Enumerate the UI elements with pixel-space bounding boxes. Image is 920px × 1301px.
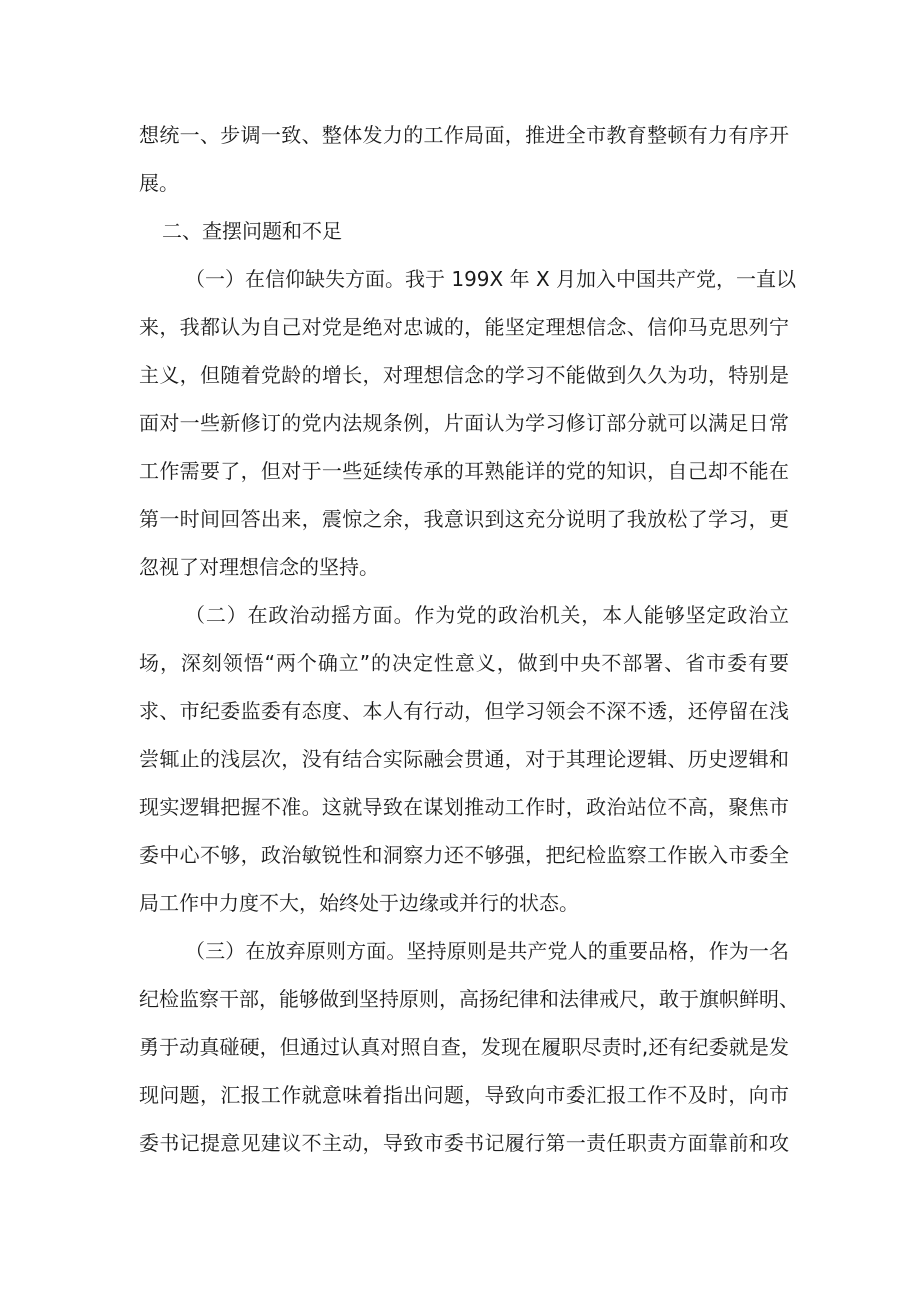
paragraph-line: （三）在放弃原则方面。坚持原则是共产党人的重要品格，作为一名: [185, 939, 789, 963]
paragraph-line: 局工作中力度不大，始终处于边缘或并行的状态。: [139, 891, 579, 915]
paragraph-line: 想统一、步调一致、整体发力的工作局面，推进全市教育整顿有力有序开: [139, 123, 789, 147]
paragraph-line: 勇于动真碰硬，但通过认真对照自查，发现在履职尽责时,还有纪委就是发: [139, 1035, 789, 1059]
paragraph-line: 纪检监察干部，能够做到坚持原则，高扬纪律和法律戒尺，敢于旗帜鲜明、: [139, 987, 799, 1011]
paragraph-line: 尝辄止的浅层次，没有结合实际融会贯通，对于其理论逻辑、历史逻辑和: [139, 747, 789, 771]
paragraph-line: （一）在信仰缺失方面。我于 199X 年 X 月加入中国共产党，一直以: [185, 267, 797, 291]
paragraph-line: 忽视了对理想信念的坚持。: [139, 555, 379, 579]
paragraph-line: 现实逻辑把握不准。这就导致在谋划推动工作时，政治站位不高，聚焦市: [139, 795, 789, 819]
paragraph-line: 第一时间回答出来，震惊之余，我意识到这充分说明了我放松了学习，更: [139, 507, 789, 531]
paragraph-line: 来，我都认为自己对党是绝对忠诚的，能坚定理想信念、信仰马克思列宁: [139, 315, 789, 339]
paragraph-line: 面对一些新修订的党内法规条例，片面认为学习修订部分就可以满足日常: [139, 411, 789, 435]
paragraph-line: 展。: [139, 171, 179, 195]
paragraph-line: 主义，但随着党龄的增长，对理想信念的学习不能做到久久为功，特别是: [139, 363, 789, 387]
section-heading: 二、查摆问题和不足: [162, 219, 342, 243]
paragraph-line: 现问题，汇报工作就意味着指出问题，导致向市委汇报工作不及时，向市: [139, 1083, 789, 1107]
paragraph-line: 求、市纪委监委有态度、本人有行动，但学习领会不深不透，还停留在浅: [139, 699, 789, 723]
paragraph-line: 工作需要了，但对于一些延续传承的耳熟能详的党的知识，自己却不能在: [139, 459, 789, 483]
paragraph-line: 委中心不够，政治敏锐性和洞察力还不够强，把纪检监察工作嵌入市委全: [139, 843, 789, 867]
paragraph-line: 场，深刻领悟“两个确立”的决定性意义，做到中央不部署、省市委有要: [139, 651, 789, 675]
paragraph-line: 委书记提意见建议不主动，导致市委书记履行第一责任职责方面靠前和攻: [139, 1131, 789, 1155]
paragraph-line: （二）在政治动摇方面。作为党的政治机关，本人能够坚定政治立: [185, 603, 789, 627]
